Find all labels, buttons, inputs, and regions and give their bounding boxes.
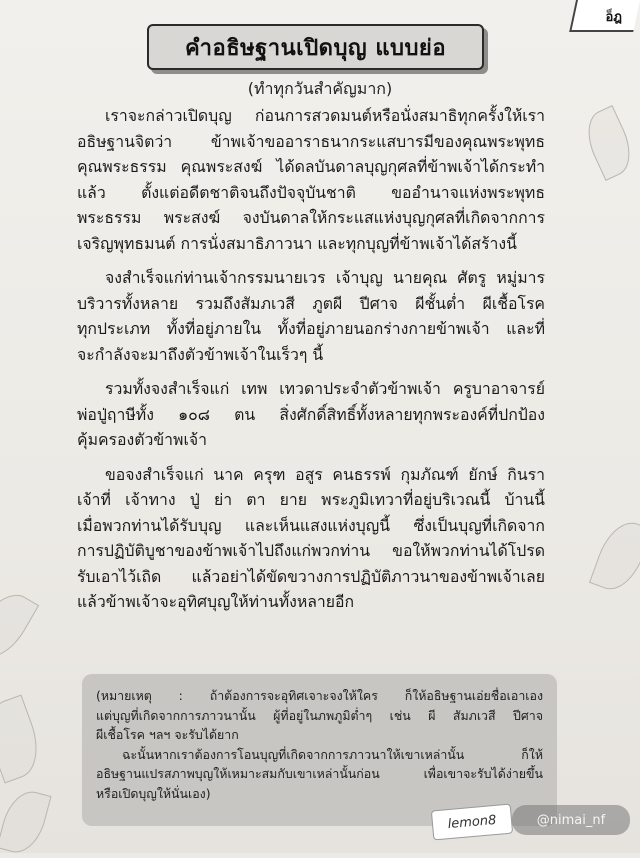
page-title: คำอธิษฐานเปิดบุญ แบบย่อ xyxy=(184,35,447,61)
paragraph-line: เมื่อพวกท่านได้รับบุญ และเห็นแสงแห่งบุญนี้ ซึ่งเป็นบุญที่เกิดจาก xyxy=(77,515,545,535)
leaf-decoration xyxy=(589,515,640,597)
paragraph-line: การปฏิบัติบูชาของข้าพเจ้าไปถึงแก่พวกท่าน ขอให้พวกท่านได้โปรด xyxy=(77,541,545,560)
paragraph-line: จะกำลังจะมาถึงตัวข้าพเจ้าในเร็วๆ นี้ xyxy=(77,344,324,364)
paragraph-line: อธิษฐานจิตว่า ข้าพเจ้าขออาราธนากระแสบารมีของคุณพระพุทธ xyxy=(77,131,545,151)
page-subtitle: (ทำทุกวันสำคัญมาก) xyxy=(247,79,393,98)
note-line: แต่บุญที่เกิดจากการภาวนานั้น ผู้ที่อยู่ในภพภูมิต่ำๆ เช่น ผี สัมภเวสี ปีศาจ xyxy=(96,707,543,723)
paragraph-line: แล้ว ตั้งแต่อดีตชาติจนถึงปัจจุบันชาติ ขออำนาจแห่งพระพุทธ xyxy=(77,182,545,202)
note-line: (หมายเหตุ : ถ้าต้องการจะอุทิศเจาะจงให้ใคร ก็ให้อธิษฐานเอ่ยชื่อเอาเอง xyxy=(96,688,543,703)
paragraph-line: รวมทั้งจงสำเร็จแก่ เทพ เทวดาประจำตัวข้าพเจ้า ครูบาอาจารย์ xyxy=(105,379,545,398)
title-box xyxy=(147,24,484,70)
paragraph-gap xyxy=(77,453,545,462)
paragraph-line: ขอจงสำเร็จแก่ นาค ครุฑ อสูร คนธรรพ์ กุมภัณฑ์ ยักษ์ กินรา xyxy=(105,464,545,484)
paragraph-line: รับเอาไว้เถิด แล้วอย่าได้ขัดขวางการปฏิบัติภาวนาของข้าพเจ้าเลย xyxy=(77,566,545,586)
paragraph-line: พ่อปู่ฤาษีทั้ง ๑๐๘ ตน สิ่งศักดิ์สิทธิ์ทั้งหลายทุกพระองค์ที่ปกป้อง xyxy=(77,404,545,424)
paragraph-gap xyxy=(77,256,545,265)
lemon8-sticker: lemon8 xyxy=(431,804,513,841)
note-text xyxy=(96,686,543,803)
leaf-decoration xyxy=(0,694,48,783)
paragraph-line: ทุกประเภท ทั้งที่อยู่ภายใน ทั้งที่อยู่ภายนอกร่างกายข้าพเจ้า และที่ xyxy=(77,319,545,338)
paragraph-line: เราจะกล่าวเปิดบุญ ก่อนการสวดมนต์หรือนั่งสมาธิทุกครั้งให้เรา xyxy=(105,106,545,125)
paragraph-line: แล้วข้าพเจ้าจะอุทิศบุญให้ท่านทั้งหลายอีก xyxy=(77,592,355,611)
paragraph-line: พระธรรม พระสงฆ์ จงบันดาลให้กระแสแห่งบุญกุศลที่เกิดจากการ xyxy=(77,208,545,227)
paragraph-line: บริวารทั้งหลาย รวมถึงสัมภเวสี ภูตผี ปีศาจ ผีชั้นต่ำ ผีเชื้อโรค xyxy=(77,293,545,313)
user-handle-watermark: @nimai_nf xyxy=(512,805,630,835)
note-line: หรือเปิดบุญให้นั่นเอง) xyxy=(96,785,211,801)
corner-mark: อ็ฎ xyxy=(605,10,623,25)
paragraph-line: เจริญพุทธมนต์ การนั่งสมาธิภาวนา และทุกบุญที่ข้าพเจ้าได้สร้างนี้ xyxy=(77,233,517,253)
paragraph-line: คุ้มครองตัวข้าพเจ้า xyxy=(77,430,207,449)
paragraph-line: คุณพระธรรม คุณพระสงฆ์ ได้ดลบันดาลบุญกุศลที่ข้าพเจ้าได้กระทำ xyxy=(77,157,545,176)
leaf-decoration xyxy=(578,105,640,181)
leaf-decoration xyxy=(0,786,52,858)
corner-card xyxy=(569,0,640,32)
paragraph-line: เจ้าที่ เจ้าทาง ปู่ ย่า ตา ยาย พระภูมิเทวาที่อยู่บริเวณนี้ บ้านนี้ xyxy=(77,490,545,509)
paragraph-gap xyxy=(77,367,545,376)
note-line: ผีเชื้อโรค ฯลฯ จะรับได้ยาก xyxy=(96,727,239,742)
paragraph-line: จงสำเร็จแก่ท่านเจ้ากรรมนายเวร เจ้าบุญ นายคุณ ศัตรู หมู่มาร xyxy=(105,268,545,287)
note-line: อธิษฐานแปรสภาพบุญให้เหมาะสมกับเขาเหล่านั้นก่อน เพื่อเขาจะรับได้ง่ายขึ้น xyxy=(96,766,543,781)
note-box xyxy=(82,674,557,826)
note-line: ฉะนั้นหากเราต้องการโอนบุญที่เกิดจากการภาวนาให้เขาเหล่านั้น ก็ให้ xyxy=(122,746,543,762)
prayer-body xyxy=(77,103,545,615)
leaf-decoration xyxy=(0,584,39,667)
